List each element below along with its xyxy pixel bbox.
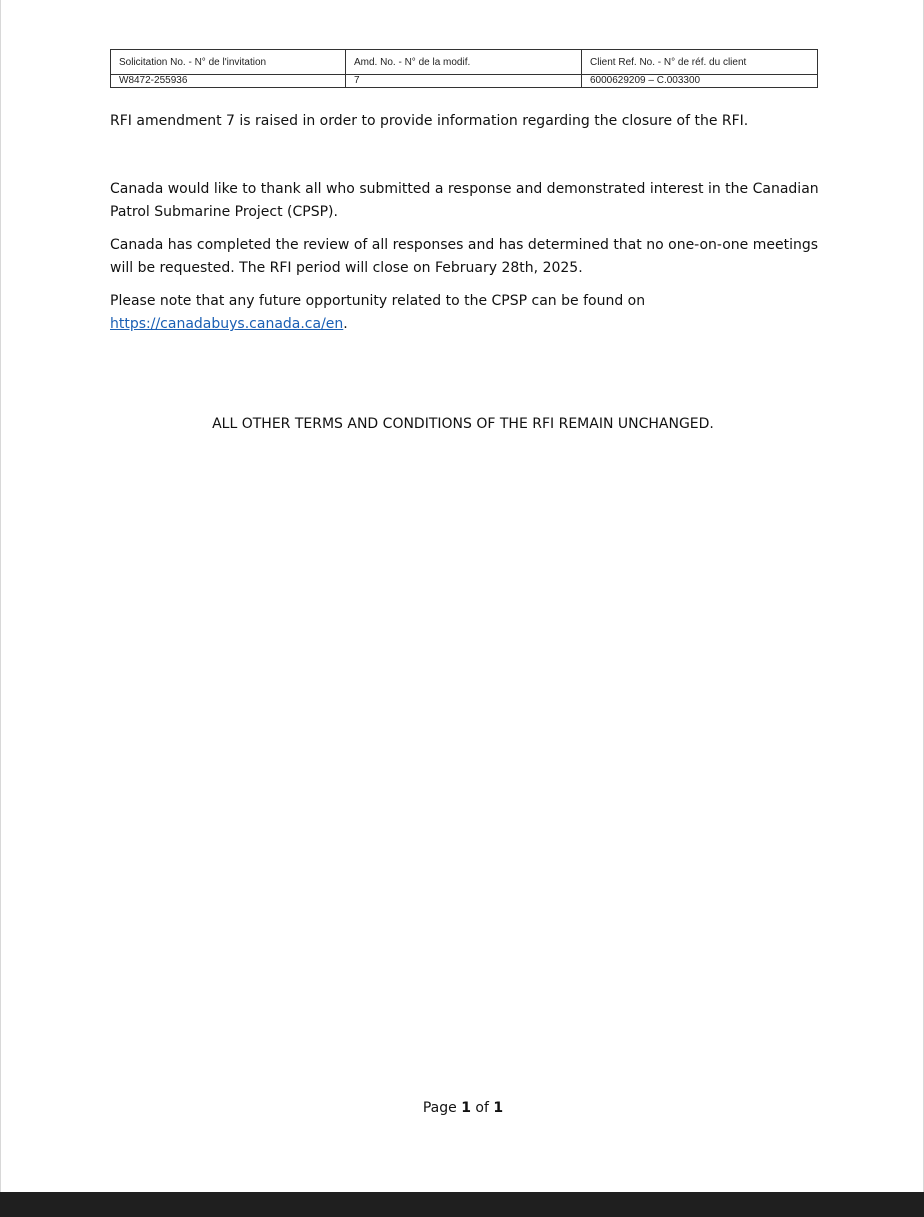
note-paragraph: [110, 290, 822, 336]
solicitation-value: W8472-255936: [111, 75, 346, 88]
table-header-row: [111, 50, 818, 75]
client-ref-label: Client Ref. No. - N° de réf. du client: [582, 50, 818, 75]
total-page-count: 1: [493, 1100, 504, 1116]
current-page-number: 1: [461, 1100, 471, 1116]
page-footer: [1, 1097, 924, 1120]
review-paragraph: Canada has completed the review of all responses and has determined that no one-on-one meetings will be requested. The RFI period will close on February 28th, 2025.: [110, 237, 819, 276]
canadabuys-link[interactable]: https://canadabuys.canada.ca/en: [110, 316, 344, 332]
of-word: of: [475, 1100, 489, 1116]
solicitation-label: Solicitation No. - N° de l'invitation: [111, 50, 346, 75]
viewer-bottom-bar: [0, 1192, 924, 1217]
amendment-label: Amd. No. - N° de la modif.: [346, 50, 582, 75]
solicitation-header-table: [110, 49, 818, 88]
table-value-row: [111, 75, 818, 88]
closing-statement: ALL OTHER TERMS AND CONDITIONS OF THE RFI REMAIN UNCHANGED.: [212, 416, 714, 432]
intro-paragraph: RFI amendment 7 is raised in order to provide information regarding the closure of the RFI.: [110, 113, 749, 129]
thanks-paragraph: Canada would like to thank all who submitted a response and demonstrated interest in the Canadian Patrol Submarine Project (CPSP).: [110, 181, 819, 220]
client-ref-value: 6000629209 – C.003300: [582, 75, 818, 88]
page-word: Page: [422, 1100, 457, 1116]
note-period: .: [343, 316, 348, 332]
note-text: Please note that any future opportunity related to the CPSP can be found on: [110, 293, 646, 309]
amendment-value: 7: [346, 75, 582, 88]
